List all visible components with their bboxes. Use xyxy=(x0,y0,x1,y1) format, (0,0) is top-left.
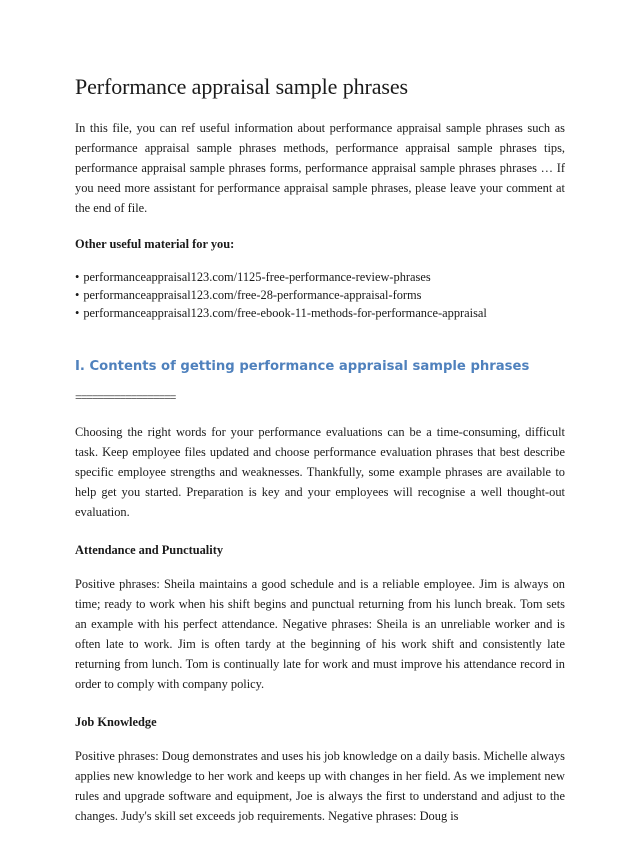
other-material-heading: Other useful material for you: xyxy=(75,237,235,251)
section-heading: I. Contents of getting performance appraisal sample phrases xyxy=(75,359,530,374)
intro-paragraph: In this file, you can ref useful information about performance appraisal sample phrases such as performance appraisal sample phrases methods, performance appraisal sample phrases tips, performance appraisal sample phrases forms, performance appraisal sample phrases phrases … If you need more assistant for performance appraisal sample phrases, please leave your comment at the end of file. xyxy=(75,121,565,215)
useful-links-list xyxy=(75,268,565,322)
document-page xyxy=(75,72,565,844)
job-knowledge-paragraph: Positive phrases: Doug demonstrates and uses his job knowledge on a daily basis. Michelle always applies new knowledge to her work and keeps up with changes in her field. As we implement new rules and upgrade software and equipment, Joe is always the first to understand and adjust to the changes. Judy's skill set exceeds job requirements. Negative phrases: Doug is xyxy=(75,749,565,823)
useful-link[interactable]: • performanceappraisal123.com/free-28-performance-appraisal-forms xyxy=(75,286,565,304)
section-intro-paragraph: Choosing the right words for your performance evaluations can be a time-consuming, difficult task. Keep employee files updated and choose performance evaluation phrases that best describe specific employee strengths and weaknesses. Thankfully, some example phrases are available to help get you started. Preparation is key and your employees will recognise a well thought-out evaluation. xyxy=(75,425,565,519)
attendance-heading: Attendance and Punctuality xyxy=(75,543,224,557)
attendance-paragraph: Positive phrases: Sheila maintains a good schedule and is a reliable employee. Jim is always on time; ready to work when his shift begins and punctual returning from his lunch break. Tom sets an example with his perfect attendance. Negative phrases: Sheila is an unreliable worker and is often late to work. Jim is often tardy at the beginning of his work shift and consistently late returning from lunch. Tom is continually late for work and must improve his attendance record in order to comply with company policy. xyxy=(75,577,565,691)
useful-link[interactable]: • performanceappraisal123.com/1125-free-performance-review-phrases xyxy=(75,268,565,286)
useful-link[interactable]: • performanceappraisal123.com/free-ebook-11-methods-for-performance-appraisal xyxy=(75,304,565,322)
separator-line: ================== xyxy=(75,390,176,404)
job-knowledge-heading: Job Knowledge xyxy=(75,715,157,729)
document-title: Performance appraisal sample phrases xyxy=(75,74,408,99)
